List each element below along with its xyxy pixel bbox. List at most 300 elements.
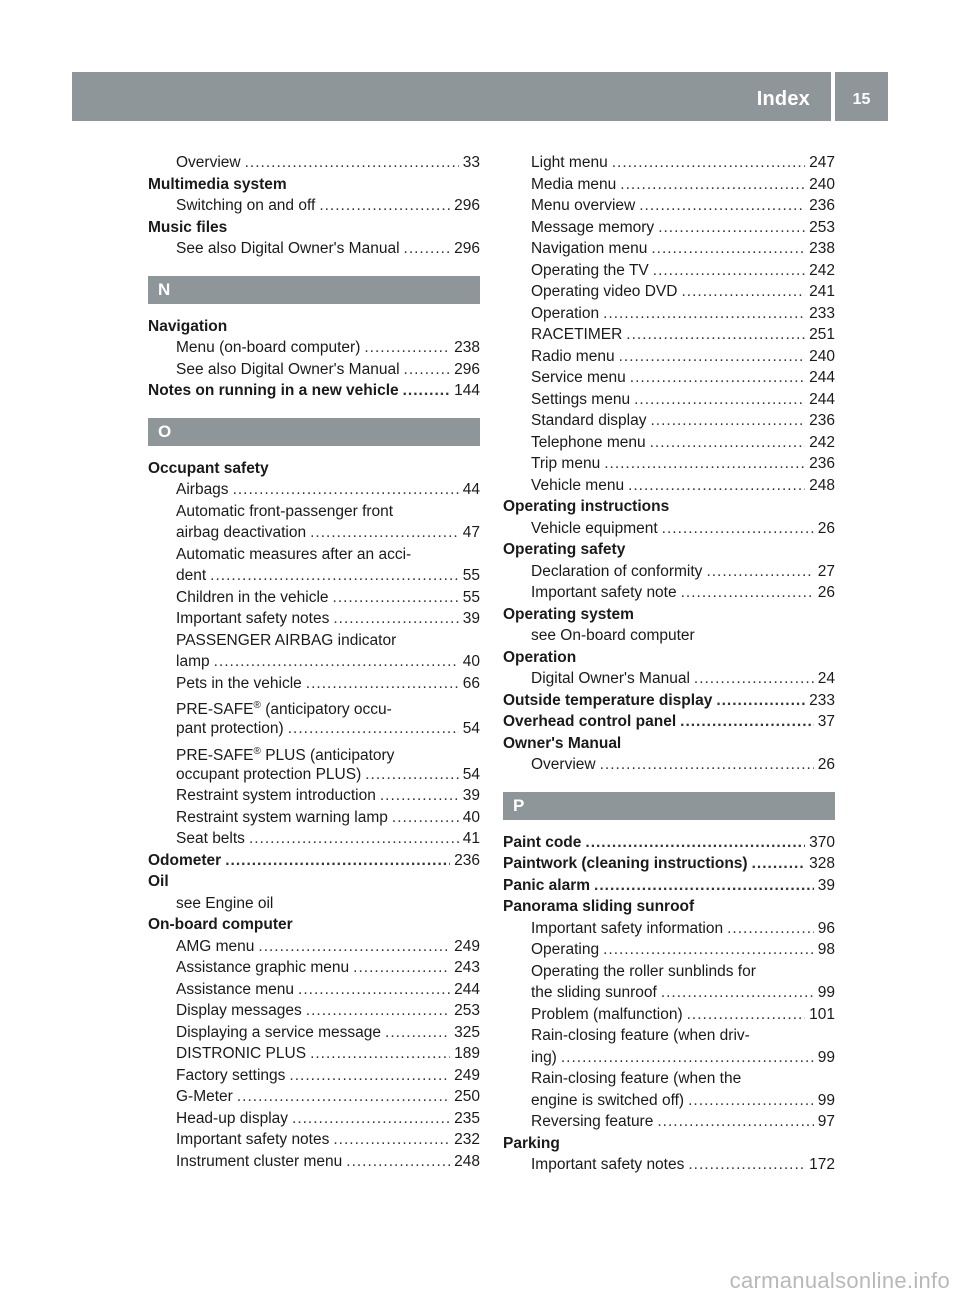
page-reference: 54 (462, 720, 480, 737)
index-entry-sub (503, 174, 835, 196)
index-entry-main (148, 871, 480, 893)
entry-text: Multimedia system (148, 175, 287, 193)
page-reference: 370 (809, 833, 835, 851)
index-entry-sub (148, 608, 480, 630)
index-entry-sub (503, 475, 835, 497)
dot-leader (688, 1154, 805, 1176)
entry-text: G-Meter (176, 1088, 233, 1105)
dot-leader (333, 608, 458, 630)
entry-text: Parking (503, 1134, 560, 1152)
entry-text: Declaration of conformity (531, 562, 703, 580)
entry-text: Music files (148, 218, 228, 236)
dot-leader (716, 690, 805, 712)
index-entry-continuation (148, 740, 480, 764)
page-reference: 99 (817, 1048, 835, 1066)
entry-text: Switching on and off (176, 197, 316, 214)
dot-leader (306, 673, 459, 695)
index-entry-main (148, 850, 480, 872)
dot-leader (694, 668, 814, 690)
entry-text: Problem (malfunction) (531, 1005, 683, 1023)
index-entry-main (148, 380, 480, 402)
index-entry-sub (503, 1111, 835, 1133)
page-reference: 96 (817, 919, 835, 937)
index-entry-sub (148, 828, 480, 850)
page-number: 15 (852, 91, 871, 108)
page-reference: 243 (454, 959, 480, 976)
page-reference: 40 (462, 808, 480, 826)
page-reference: 98 (817, 941, 835, 958)
entry-text: Displaying a service message (176, 1023, 382, 1041)
entry-text: Oil (148, 873, 169, 890)
entry-text: DISTRONIC PLUS (176, 1045, 307, 1062)
page-reference: 249 (454, 1066, 480, 1084)
dot-leader (651, 238, 805, 260)
index-entry-sub (503, 410, 835, 432)
dot-leader (333, 587, 459, 609)
page-reference: 325 (454, 1023, 480, 1041)
entry-text: AMG menu (176, 937, 255, 955)
index-entry-continuation (148, 544, 480, 566)
index-entry-sub (503, 582, 835, 604)
page-reference: 248 (454, 1152, 480, 1170)
index-column-right (503, 152, 835, 1176)
dot-leader (626, 324, 805, 346)
page-reference: 328 (809, 855, 835, 872)
entry-text: Instrument cluster menu (176, 1152, 343, 1170)
page-reference: 33 (462, 154, 480, 171)
entry-text-continued: PLUS (anticipatory (260, 746, 395, 764)
entry-text: Owner's Manual (503, 734, 622, 752)
entry-group-top (148, 152, 480, 260)
index-entry-sub (148, 807, 480, 829)
dot-leader (681, 582, 814, 604)
page-reference: 54 (462, 765, 480, 783)
index-entry-sub (503, 217, 835, 239)
entry-text: Overview (531, 756, 596, 773)
entry-text: Settings menu (531, 390, 631, 408)
entry-text: Menu overview (531, 197, 636, 214)
entry-text: Media menu (531, 175, 617, 193)
page-reference: 250 (454, 1088, 480, 1105)
entry-text: Outside temperature display (503, 691, 713, 709)
page-reference: 240 (809, 175, 835, 193)
dot-leader (403, 380, 451, 402)
page-reference: 233 (809, 691, 835, 709)
page-reference: 55 (462, 588, 480, 606)
index-entry-sub (503, 754, 835, 776)
dot-leader (365, 764, 459, 786)
entry-text: Radio menu (531, 347, 615, 365)
index-entry-sub (148, 238, 480, 260)
entry-text: Operating system (503, 605, 634, 623)
dot-leader (657, 1111, 813, 1133)
entry-text: Seat belts (176, 830, 245, 847)
dot-leader (392, 807, 459, 829)
page-reference: 47 (462, 524, 480, 541)
dot-leader (380, 785, 459, 807)
index-entry-sub (503, 303, 835, 325)
index-entry-sub (503, 260, 835, 282)
page-reference: 244 (809, 369, 835, 386)
page-reference: 253 (454, 1002, 480, 1019)
page-reference: 172 (809, 1156, 835, 1173)
dot-leader (561, 1047, 814, 1069)
section-header-n: N (148, 276, 480, 304)
dot-leader (298, 979, 450, 1001)
index-entry-sub (503, 238, 835, 260)
dot-leader (661, 982, 814, 1004)
entry-text: Airbags (176, 481, 229, 498)
entry-text: Panic alarm (503, 876, 591, 894)
dot-leader (258, 936, 450, 958)
entry-text: Children in the vehicle (176, 588, 329, 606)
page-reference: 236 (454, 851, 480, 869)
dot-leader (630, 367, 805, 389)
entry-text: Menu (on-board computer) (176, 339, 361, 356)
index-entry-sub (503, 432, 835, 454)
page-reference: 37 (817, 713, 835, 730)
index-entry-sub (148, 957, 480, 979)
page-reference: 240 (809, 347, 835, 365)
page-reference: 236 (809, 197, 835, 214)
dot-leader (594, 875, 814, 897)
entry-text: Display messages (176, 1002, 302, 1019)
entry-text: Vehicle equipment (531, 519, 658, 537)
entry-text: Notes on running in a new vehicle (148, 382, 399, 399)
entry-group-n (148, 316, 480, 402)
index-entry-continuation (148, 501, 480, 523)
page-reference: 253 (809, 218, 835, 236)
entry-group-o (148, 458, 480, 1173)
index-entry-sub (503, 389, 835, 411)
index-entry-sub (503, 1004, 835, 1026)
entry-text: PRE-SAFE (176, 746, 254, 764)
entry-text: Head-up display (176, 1109, 289, 1127)
dot-leader (706, 561, 813, 583)
page-reference: 144 (454, 382, 480, 399)
index-entry-main (148, 914, 480, 936)
entry-text: Assistance menu (176, 980, 295, 998)
entry-text: PASSENGER AIRBAG indicator (176, 631, 397, 649)
entry-text: Operating (531, 941, 600, 958)
entry-text: Message memory (531, 218, 655, 236)
index-entry-sub (148, 1086, 480, 1108)
page-reference: 24 (817, 670, 835, 687)
entry-text: Automatic measures after an acci- (176, 545, 412, 563)
entry-text: Pets in the vehicle (176, 674, 302, 692)
index-entry-main (503, 733, 835, 755)
dot-leader (687, 1004, 806, 1026)
page-reference: 39 (817, 876, 835, 894)
page-reference: 97 (817, 1113, 835, 1130)
page-reference: 244 (809, 390, 835, 408)
index-entry-sub (148, 764, 480, 786)
page-reference: 235 (454, 1109, 480, 1127)
entry-text: dent (176, 567, 207, 584)
page-reference: 44 (462, 481, 480, 498)
entry-text: PRE-SAFE (176, 701, 254, 718)
dot-leader (249, 828, 459, 850)
index-entry-sub (148, 718, 480, 740)
entry-text: airbag deactivation (176, 524, 307, 541)
dot-leader (653, 260, 805, 282)
page-reference: 296 (454, 360, 480, 378)
entry-text: Overhead control panel (503, 713, 677, 730)
entry-text: Reversing feature (531, 1113, 654, 1130)
entry-text: occupant protection PLUS) (176, 765, 362, 783)
dot-leader (619, 346, 806, 368)
dot-leader (404, 238, 451, 260)
index-entry-sub (148, 1108, 480, 1130)
dot-leader (662, 518, 814, 540)
entry-text: Important safety information (531, 919, 724, 937)
index-entry-continuation (503, 1025, 835, 1047)
index-entry-sub (148, 479, 480, 501)
dot-leader (600, 754, 814, 776)
dot-leader (658, 217, 805, 239)
index-entry-main (503, 896, 835, 918)
dot-leader (727, 918, 814, 940)
index-entry-main (503, 539, 835, 561)
page-reference: 26 (817, 519, 835, 537)
index-entry-sub (148, 195, 480, 217)
page-reference: 238 (454, 339, 480, 356)
index-entry-continuation (148, 893, 480, 915)
dot-leader (650, 432, 806, 454)
index-entry-sub (503, 561, 835, 583)
index-entry-main (503, 711, 835, 733)
entry-text: Automatic front-passenger front (176, 502, 394, 520)
index-entry-sub (503, 324, 835, 346)
page-reference: 99 (817, 1091, 835, 1109)
entry-text: Occupant safety (148, 459, 269, 477)
index-entry-sub (148, 673, 480, 695)
dot-leader (306, 1000, 450, 1022)
entry-text: See also Digital Owner's Manual (176, 360, 400, 378)
registered-mark: ® (253, 700, 261, 711)
index-entry-sub (148, 1043, 480, 1065)
index-entry-main (148, 458, 480, 480)
entry-text: Navigation menu (531, 240, 648, 257)
entry-text: See also Digital Owner's Manual (176, 240, 400, 257)
dot-leader (319, 195, 450, 217)
index-entry-sub (148, 587, 480, 609)
entry-text: lamp (176, 653, 210, 670)
index-entry-main (503, 875, 835, 897)
index-entry-sub (148, 152, 480, 174)
page-reference: 55 (462, 567, 480, 584)
entry-text: Panorama sliding sunroof (503, 898, 695, 915)
page-reference: 66 (462, 674, 480, 692)
index-entry-main (503, 604, 835, 626)
index-entry-continuation (503, 961, 835, 983)
dot-leader (333, 1129, 450, 1151)
registered-mark: ® (253, 745, 261, 757)
page-reference: 248 (809, 476, 835, 494)
dot-leader (346, 1151, 450, 1173)
index-entry-sub (148, 651, 480, 673)
index-entry-sub (148, 337, 480, 359)
index-entry-continuation (503, 625, 835, 647)
page-reference: 296 (454, 197, 480, 214)
index-entry-main (503, 496, 835, 518)
index-entry-sub (503, 982, 835, 1004)
dot-leader (404, 359, 451, 381)
index-entry-sub (148, 979, 480, 1001)
index-entry-sub (503, 939, 835, 961)
dot-leader (620, 174, 805, 196)
index-entry-sub (148, 936, 480, 958)
page-reference: 244 (454, 980, 480, 998)
index-entry-sub (503, 152, 835, 174)
dot-leader (628, 475, 805, 497)
index-entry-sub (148, 1000, 480, 1022)
dot-leader (681, 281, 805, 303)
dot-leader (288, 718, 459, 740)
entry-text: ing) (531, 1048, 557, 1066)
page-reference: 251 (809, 326, 835, 343)
entry-text: Telephone menu (531, 433, 646, 451)
index-entry-main (503, 647, 835, 669)
entry-text: Important safety notes (176, 610, 330, 627)
entry-text: see On-board computer (531, 627, 695, 644)
entry-text: engine is switched off) (531, 1091, 685, 1109)
index-entry-continuation (148, 694, 480, 718)
index-entry-sub (148, 522, 480, 544)
page-reference: 232 (454, 1131, 480, 1148)
page-reference: 101 (809, 1005, 835, 1023)
index-entry-main (503, 690, 835, 712)
dot-leader (603, 303, 805, 325)
page-reference: 238 (809, 240, 835, 257)
index-entry-main (148, 174, 480, 196)
index-entry-sub (503, 453, 835, 475)
dot-leader (225, 850, 450, 872)
index-entry-sub (503, 1047, 835, 1069)
index-entry-sub (503, 346, 835, 368)
index-entry-sub (148, 565, 480, 587)
dot-leader (245, 152, 459, 174)
dot-leader (612, 152, 805, 174)
entry-text: Standard display (531, 412, 647, 429)
entry-text: Operating instructions (503, 498, 670, 515)
index-entry-sub (148, 359, 480, 381)
page-reference: 189 (454, 1045, 480, 1062)
page-reference: 249 (454, 937, 480, 955)
dot-leader (237, 1086, 450, 1108)
entry-text: Operating the roller sunblinds for (531, 962, 756, 980)
index-entry-sub (503, 918, 835, 940)
entry-text: Assistance graphic menu (176, 959, 350, 976)
page-reference: 27 (817, 562, 835, 580)
entry-text: Operating video DVD (531, 283, 678, 300)
dot-leader (639, 195, 805, 217)
page-reference: 247 (809, 154, 835, 171)
entry-group-p (503, 832, 835, 1176)
watermark: carmanualsonline.info (729, 1268, 950, 1293)
entry-text: the sliding sunroof (531, 984, 657, 1001)
index-entry-sub (503, 1090, 835, 1112)
dot-leader (634, 389, 805, 411)
dot-leader (688, 1090, 814, 1112)
entry-text: Important safety notes (176, 1131, 330, 1148)
index-entry-continuation (503, 1068, 835, 1090)
entry-group-top (503, 152, 835, 776)
entry-text: Light menu (531, 154, 608, 171)
entry-text: pant protection) (176, 720, 284, 737)
entry-text: Operating the TV (531, 261, 649, 279)
entry-text: Digital Owner's Manual (531, 670, 690, 687)
page-reference: 242 (809, 261, 835, 279)
entry-text: Operation (531, 304, 600, 322)
entry-text: Service menu (531, 369, 626, 386)
page-reference: 40 (462, 653, 480, 670)
entry-text: RACETIMER (531, 326, 623, 343)
index-entry-sub (148, 785, 480, 807)
entry-text: Rain-closing feature (when the (531, 1070, 742, 1087)
index-entry-sub (503, 195, 835, 217)
page-reference: 241 (809, 283, 835, 300)
index-entry-sub (503, 668, 835, 690)
index-entry-sub (503, 281, 835, 303)
page-title: Index (756, 88, 810, 110)
index-column-left (148, 152, 480, 1172)
dot-leader (752, 853, 806, 875)
entry-text: Navigation (148, 317, 228, 335)
page-reference: 26 (817, 584, 835, 601)
section-header-p: P (503, 792, 835, 820)
index-entry-sub (503, 1154, 835, 1176)
dot-leader (353, 957, 450, 979)
entry-text-continued: (anticipatory occu- (260, 701, 392, 718)
page-reference: 296 (454, 240, 480, 257)
entry-text: Operating safety (503, 541, 626, 558)
entry-text: Odometer (148, 851, 222, 869)
entry-text: Restraint system introduction (176, 787, 376, 804)
section-header-o: O (148, 418, 480, 446)
page-reference: 41 (462, 830, 480, 847)
entry-text: Trip menu (531, 455, 601, 472)
dot-leader (289, 1065, 450, 1087)
index-entry-sub (148, 1129, 480, 1151)
entry-text: Overview (176, 154, 241, 171)
entry-text: Important safety note (531, 584, 677, 601)
entry-text: Vehicle menu (531, 476, 625, 494)
page-reference: 236 (809, 455, 835, 472)
dot-leader (680, 711, 814, 733)
dot-leader (233, 479, 459, 501)
index-entry-sub (148, 1151, 480, 1173)
index-entry-continuation (148, 630, 480, 652)
dot-leader (650, 410, 805, 432)
dot-leader (310, 522, 459, 544)
page-reference: 39 (462, 610, 480, 627)
entry-text: see Engine oil (176, 894, 274, 912)
index-entry-main (148, 217, 480, 239)
page-reference: 233 (809, 304, 835, 322)
dot-leader (585, 832, 805, 854)
dot-leader (310, 1043, 450, 1065)
entry-text: Rain-closing feature (when driv- (531, 1027, 750, 1044)
page-reference: 39 (462, 787, 480, 804)
dot-leader (603, 939, 814, 961)
dot-leader (385, 1022, 450, 1044)
entry-text: Restraint system warning lamp (176, 808, 388, 826)
dot-leader (214, 651, 459, 673)
page-reference: 242 (809, 433, 835, 451)
dot-leader (210, 565, 459, 587)
index-entry-main (503, 853, 835, 875)
